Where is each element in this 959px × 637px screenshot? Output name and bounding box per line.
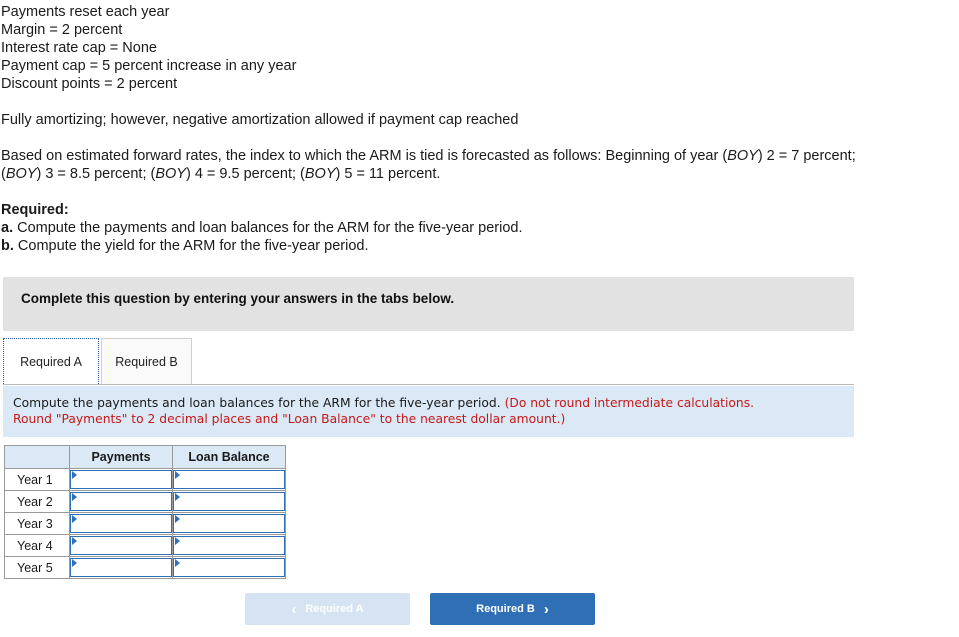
payment-input-year-1[interactable]: [70, 470, 172, 489]
given-line-5: Discount points = 2 percent: [1, 76, 178, 92]
balance-cell: [173, 513, 286, 535]
payment-input-year-2[interactable]: [70, 492, 172, 511]
row-label: Year 5: [5, 557, 70, 579]
row-label: Year 4: [5, 535, 70, 557]
required-a-line: a. Compute the payments and loan balances for the ARM for the five-year period.: [1, 220, 523, 236]
balance-input-year-4[interactable]: [173, 536, 285, 555]
next-tab-label: Required B: [476, 603, 535, 615]
given-line-1: Payments reset each year: [1, 4, 170, 20]
table-row: [5, 557, 286, 579]
balance-cell: [173, 469, 286, 491]
balance-input-year-2[interactable]: [173, 492, 285, 511]
next-tab-button[interactable]: [430, 593, 595, 625]
payment-cell: [70, 535, 173, 557]
balance-cell: [173, 535, 286, 557]
balance-input-year-5[interactable]: [173, 558, 285, 577]
row-label: Year 1: [5, 469, 70, 491]
instruction-main: Compute the payments and loan balances for the ARM for the five-year period.: [13, 396, 501, 410]
instruction-banner: [3, 277, 854, 331]
tab-instructions: [3, 386, 854, 437]
previous-tab-label: Required A: [305, 603, 364, 615]
amortization-note: Fully amortizing; however, negative amortization allowed if payment cap reached: [1, 112, 519, 128]
previous-tab-button[interactable]: [245, 593, 410, 625]
banner-text: Complete this question by entering your answers in the tabs below.: [21, 291, 455, 306]
table-row: [5, 535, 286, 557]
table-header-row: [5, 446, 286, 469]
table-row: [5, 513, 286, 535]
chevron-right-icon: ›: [543, 600, 549, 618]
payment-input-year-5[interactable]: [70, 558, 172, 577]
row-label: Year 2: [5, 491, 70, 513]
payment-cell: [70, 513, 173, 535]
required-b-line: b. Compute the yield for the ARM for the five-year period.: [1, 238, 369, 254]
forecast-line-1: Based on estimated forward rates, the index to which the ARM is tied is forecasted as follows: Beginning of year (BOY) 2 = 7 percent;: [1, 148, 856, 164]
balance-cell: [173, 491, 286, 513]
answer-table: [4, 445, 286, 579]
payment-cell: [70, 469, 173, 491]
table-row: [5, 491, 286, 513]
instruction-note-2: Round "Payments" to 2 decimal places and "Loan Balance" to the nearest dollar amount.): [13, 412, 566, 426]
balance-input-year-1[interactable]: [173, 470, 285, 489]
payment-input-year-3[interactable]: [70, 514, 172, 533]
tab-required-b[interactable]: Required B: [101, 338, 192, 384]
given-line-4: Payment cap = 5 percent increase in any year: [1, 58, 297, 74]
header-payments: Payments: [70, 446, 173, 469]
table-row: [5, 469, 286, 491]
chevron-left-icon: ‹: [291, 600, 297, 618]
required-heading: Required:: [1, 202, 69, 218]
tab-required-a[interactable]: Required A: [3, 338, 99, 384]
payment-cell: [70, 557, 173, 579]
header-blank: [5, 446, 70, 469]
payment-input-year-4[interactable]: [70, 536, 172, 555]
forecast-line-2: (BOY) 3 = 8.5 percent; (BOY) 4 = 9.5 percent; (BOY) 5 = 11 percent.: [1, 166, 441, 182]
header-loan-balance: Loan Balance: [173, 446, 286, 469]
instruction-note-1: (Do not round intermediate calculations.: [504, 396, 755, 410]
given-line-3: Interest rate cap = None: [1, 40, 157, 56]
payment-cell: [70, 491, 173, 513]
row-label: Year 3: [5, 513, 70, 535]
balance-cell: [173, 557, 286, 579]
given-line-2: Margin = 2 percent: [1, 22, 123, 38]
tab-divider: [3, 384, 854, 385]
balance-input-year-3[interactable]: [173, 514, 285, 533]
